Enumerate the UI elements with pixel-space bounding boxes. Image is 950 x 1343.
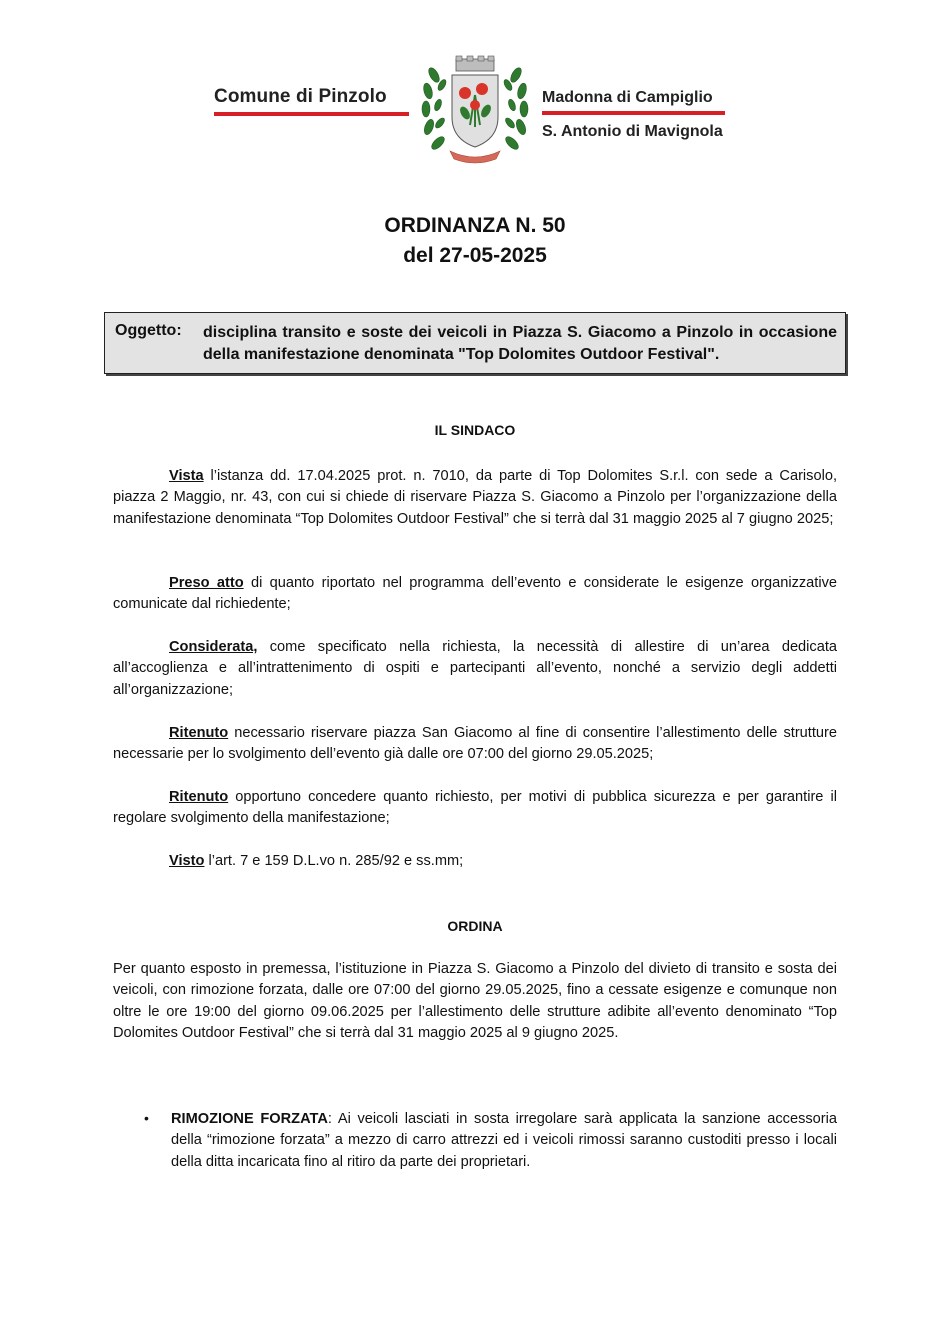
bullet-rimozione (171, 1109, 837, 1173)
municipality-name: Comune di Pinzolo (214, 86, 387, 107)
red-rule-right (542, 111, 725, 115)
recital-text: opportuno concedere quanto richiesto, per motivi di pubblica sicurezza e per garantire il regolare svolgimento della manifestazione; (113, 789, 837, 827)
header-left (214, 86, 409, 116)
locality-madonna: Madonna di Campiglio (542, 89, 713, 106)
recital-text: l’art. 7 e 159 D.L.vo n. 285/92 e ss.mm; (204, 853, 464, 869)
subject-label: Oggetto: (115, 322, 182, 339)
recital-visto (113, 851, 837, 872)
recital-keyword: Preso atto (169, 575, 244, 591)
municipal-crest-icon (420, 55, 530, 167)
bullet-text: : Ai veicoli lasciati in sosta irregolare sarà applicata la sanzione accessoria della “rimozione forzata” a mezzo di carro attrezzi ed i veicoli rimossi saranno custoditi presso i locali della ditta incaricata fino al ritiro da parte dei proprietari. (171, 1111, 837, 1170)
recital-vista (113, 466, 837, 530)
subject-box (104, 312, 846, 374)
bullet-icon: • (144, 1110, 149, 1126)
ordina-heading: ORDINA (447, 918, 503, 934)
recital-text: di quanto riportato nel programma dell’evento e considerate le esigenze organizzative comunicate dal richiedente; (113, 575, 837, 613)
locality-mavignola: S. Antonio di Mavignola (542, 123, 723, 140)
recital-preso-atto (113, 573, 837, 616)
recital-text: come specificato nella richiesta, la necessità di allestire di un’area dedicata all’accoglienza e all’intrattenimento di ospiti e partecipanti all’evento, nonché a servizio degli addetti all’organizzazione; (113, 639, 837, 698)
bullet-keyword: RIMOZIONE FORZATA (171, 1111, 328, 1127)
ordina-text: Per quanto esposto in premessa, l’istituzione in Piazza S. Giacomo a Pinzolo del divieto di transito e sosta dei veicoli, con rimozione forzata, dalle ore 07:00 del giorno 29.05.2025, fino a cessate esigenze e comunque non oltre le ore 19:00 del giorno 09.06.2025 per l’allestimento delle strutture adibite all’evento denominato “Top Dolomites Outdoor Festival” che si terrà dal 31 maggio 2025 al 9 giugno 2025. (113, 961, 837, 1041)
ordinance-number: ORDINANZA N. 50 (384, 214, 566, 237)
recital-keyword: Vista (169, 468, 204, 484)
recital-ritenuto-1 (113, 723, 837, 766)
recital-text: l’istanza dd. 17.04.2025 prot. n. 7010, da parte di Top Dolomites S.r.l. con sede a Carisolo, piazza 2 Maggio, nr. 43, con cui si chiede di riservare Piazza S. Giacomo a Pinzolo per l’organizzazione della manifestazione denominata “Top Dolomites Outdoor Festival” che si terrà dal 31 maggio 2025 al 7 giugno 2025; (113, 468, 837, 527)
recital-text: necessario riservare piazza San Giacomo al fine di consentire l’allestimento delle strutture necessarie per lo svolgimento dell’evento già dalle ore 07:00 del giorno 29.05.2025; (113, 725, 837, 763)
recital-considerata (113, 637, 837, 701)
header-right (542, 89, 737, 141)
recital-keyword: Visto (169, 853, 205, 869)
subject-text: disciplina transito e soste dei veicoli in Piazza S. Giacomo a Pinzolo in occasione della manifestazione denominata "Top Dolomites Outdoor Festival". (203, 324, 837, 363)
recital-ritenuto-2 (113, 787, 837, 830)
recital-keyword: Ritenuto (169, 789, 229, 805)
mayor-heading: IL SINDACO (434, 422, 516, 438)
recital-keyword: Considerata, (169, 639, 258, 655)
red-rule-left (214, 112, 409, 116)
recital-keyword: Ritenuto (169, 725, 229, 741)
ordinance-date: del 27-05-2025 (403, 244, 547, 267)
